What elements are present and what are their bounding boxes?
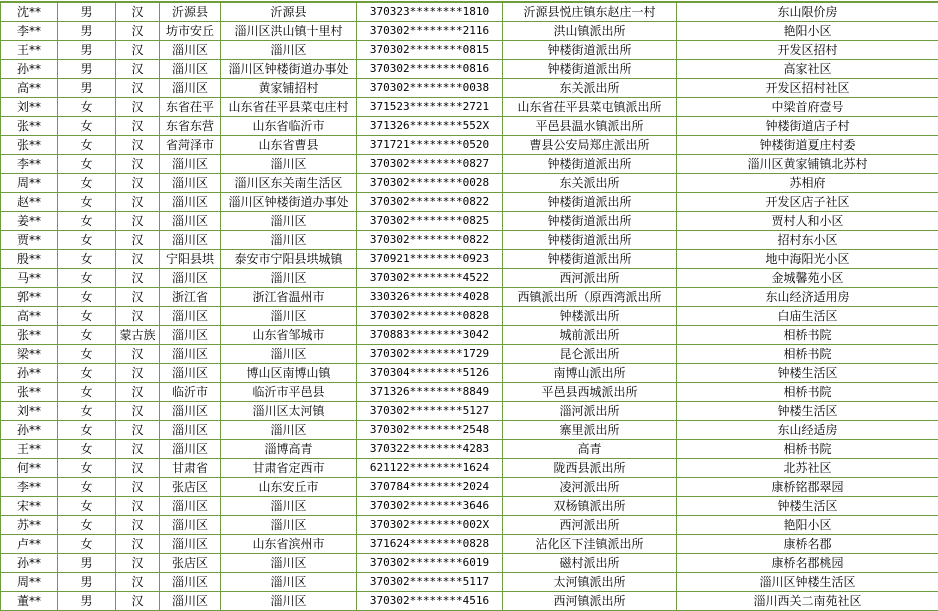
id-number-cell[interactable]: 370302********3646	[357, 497, 503, 516]
ethnicity-cell[interactable]: 汉	[116, 136, 160, 155]
police-station-cell[interactable]: 洪山镇派出所	[503, 22, 677, 41]
gender-cell[interactable]: 女	[58, 440, 116, 459]
ethnicity-cell[interactable]: 汉	[116, 117, 160, 136]
region-cell[interactable]: 淄川区	[160, 573, 221, 592]
gender-cell[interactable]: 男	[58, 2, 116, 22]
table-row	[1, 174, 938, 193]
police-station-cell[interactable]: 钟楼街道派出所	[503, 250, 677, 269]
id-number-cell[interactable]: 370302********0815	[357, 41, 503, 60]
police-station-cell[interactable]: 城前派出所	[503, 326, 677, 345]
address-cell[interactable]: 山东安丘市	[221, 478, 357, 497]
name-cell[interactable]: 贾**	[1, 231, 58, 250]
region-cell[interactable]: 淄川区	[160, 155, 221, 174]
name-cell[interactable]: 李**	[1, 478, 58, 497]
id-number-cell[interactable]: 370921********0923	[357, 250, 503, 269]
gender-cell[interactable]: 女	[58, 307, 116, 326]
table-row	[1, 440, 938, 459]
table-row	[1, 60, 938, 79]
table-row	[1, 573, 938, 592]
id-number-cell[interactable]: 370302********1729	[357, 345, 503, 364]
id-number-cell[interactable]: 370302********0825	[357, 212, 503, 231]
name-cell[interactable]: 张**	[1, 117, 58, 136]
police-station-cell[interactable]: 钟楼街道派出所	[503, 60, 677, 79]
gender-cell[interactable]: 女	[58, 98, 116, 117]
ethnicity-cell[interactable]: 汉	[116, 155, 160, 174]
region-cell[interactable]: 淄川区	[160, 307, 221, 326]
community-cell[interactable]: 金城馨苑小区	[677, 269, 938, 288]
region-cell[interactable]: 甘肃省	[160, 459, 221, 478]
region-cell[interactable]: 宁阳县垬	[160, 250, 221, 269]
region-cell[interactable]: 淄川区	[160, 60, 221, 79]
id-number-cell[interactable]: 370304********5126	[357, 364, 503, 383]
region-cell[interactable]: 淄川区	[160, 516, 221, 535]
name-cell[interactable]: 何**	[1, 459, 58, 478]
id-number-cell[interactable]: 370302********2548	[357, 421, 503, 440]
police-station-cell[interactable]: 陇西县派出所	[503, 459, 677, 478]
region-cell[interactable]: 淄川区	[160, 364, 221, 383]
police-station-cell[interactable]: 东关派出所	[503, 174, 677, 193]
table-row	[1, 250, 938, 269]
name-cell[interactable]: 殷**	[1, 250, 58, 269]
community-cell[interactable]: 相桥书院	[677, 440, 938, 459]
name-cell[interactable]: 宋**	[1, 497, 58, 516]
gender-cell[interactable]: 女	[58, 288, 116, 307]
address-cell[interactable]: 山东省临沂市	[221, 117, 357, 136]
gender-cell[interactable]: 女	[58, 136, 116, 155]
table-row	[1, 269, 938, 288]
region-cell[interactable]: 淄川区	[160, 592, 221, 611]
id-number-cell[interactable]: 370302********0822	[357, 231, 503, 250]
table-row	[1, 155, 938, 174]
region-cell[interactable]: 淄川区	[160, 212, 221, 231]
community-cell[interactable]: 钟楼街道店子村	[677, 117, 938, 136]
table-row	[1, 117, 938, 136]
region-cell[interactable]: 浙江省	[160, 288, 221, 307]
id-number-cell[interactable]: 370322********4283	[357, 440, 503, 459]
table-row	[1, 79, 938, 98]
community-cell[interactable]: 地中海阳光小区	[677, 250, 938, 269]
community-cell[interactable]: 东山限价房	[677, 2, 938, 22]
police-station-cell[interactable]: 南博山派出所	[503, 364, 677, 383]
police-station-cell[interactable]: 沂源县悦庄镇东赵庄一村	[503, 2, 677, 22]
police-station-cell[interactable]: 沾化区下洼镇派出所	[503, 535, 677, 554]
table-row	[1, 193, 938, 212]
gender-cell[interactable]: 女	[58, 383, 116, 402]
id-number-cell[interactable]: 371326********8849	[357, 383, 503, 402]
table-row	[1, 421, 938, 440]
community-cell[interactable]: 白庙生活区	[677, 307, 938, 326]
police-station-cell[interactable]: 淄河派出所	[503, 402, 677, 421]
name-cell[interactable]: 沈**	[1, 2, 58, 22]
community-cell[interactable]: 开发区店子社区	[677, 193, 938, 212]
id-number-cell[interactable]: 370302********0028	[357, 174, 503, 193]
police-station-cell[interactable]: 钟楼街道派出所	[503, 41, 677, 60]
name-cell[interactable]: 高**	[1, 79, 58, 98]
gender-cell[interactable]: 女	[58, 326, 116, 345]
police-station-cell[interactable]: 昆仑派出所	[503, 345, 677, 364]
ethnicity-cell[interactable]: 汉	[116, 269, 160, 288]
police-station-cell[interactable]: 钟楼街道派出所	[503, 193, 677, 212]
id-number-cell[interactable]: 370302********4522	[357, 269, 503, 288]
police-station-cell[interactable]: 西河派出所	[503, 516, 677, 535]
community-cell[interactable]: 康桥铭郡翠园	[677, 478, 938, 497]
gender-cell[interactable]: 男	[58, 573, 116, 592]
id-number-cell[interactable]: 370302********5127	[357, 402, 503, 421]
name-cell[interactable]: 孙**	[1, 554, 58, 573]
ethnicity-cell[interactable]: 汉	[116, 60, 160, 79]
gender-cell[interactable]: 女	[58, 117, 116, 136]
community-cell[interactable]: 钟楼生活区	[677, 497, 938, 516]
id-number-cell[interactable]: 370302********0828	[357, 307, 503, 326]
region-cell[interactable]: 淄川区	[160, 535, 221, 554]
address-cell[interactable]: 泰安市宁阳县垬城镇	[221, 250, 357, 269]
gender-cell[interactable]: 男	[58, 79, 116, 98]
name-cell[interactable]: 王**	[1, 440, 58, 459]
address-cell[interactable]: 淄川区钟楼街道办事处	[221, 193, 357, 212]
region-cell[interactable]: 东省茌平	[160, 98, 221, 117]
region-cell[interactable]: 张店区	[160, 478, 221, 497]
gender-cell[interactable]: 女	[58, 250, 116, 269]
table-row	[1, 592, 938, 611]
community-cell[interactable]: 钟楼生活区	[677, 364, 938, 383]
police-station-cell[interactable]: 高青	[503, 440, 677, 459]
table-row	[1, 212, 938, 231]
name-cell[interactable]: 梁**	[1, 345, 58, 364]
id-number-cell[interactable]: 370784********2024	[357, 478, 503, 497]
police-station-cell[interactable]: 凌河派出所	[503, 478, 677, 497]
name-cell[interactable]: 张**	[1, 383, 58, 402]
community-cell[interactable]: 淄川区黄家铺镇北苏村	[677, 155, 938, 174]
name-cell[interactable]: 孙**	[1, 364, 58, 383]
ethnicity-cell[interactable]: 汉	[116, 497, 160, 516]
address-cell[interactable]: 甘肃省定西市	[221, 459, 357, 478]
ethnicity-cell[interactable]: 汉	[116, 402, 160, 421]
police-station-cell[interactable]: 双杨镇派出所	[503, 497, 677, 516]
table-row	[1, 98, 938, 117]
ethnicity-cell[interactable]: 汉	[116, 345, 160, 364]
community-cell[interactable]: 钟楼生活区	[677, 402, 938, 421]
spreadsheet	[0, 1, 938, 611]
ethnicity-cell[interactable]: 汉	[116, 364, 160, 383]
address-cell[interactable]: 淄博高青	[221, 440, 357, 459]
gender-cell[interactable]: 男	[58, 41, 116, 60]
address-cell[interactable]: 淄川区	[221, 231, 357, 250]
id-number-cell[interactable]: 370302********0827	[357, 155, 503, 174]
region-cell[interactable]: 淄川区	[160, 440, 221, 459]
ethnicity-cell[interactable]: 汉	[116, 516, 160, 535]
region-cell[interactable]: 淄川区	[160, 193, 221, 212]
id-number-cell[interactable]: 370302********0816	[357, 60, 503, 79]
gender-cell[interactable]: 女	[58, 231, 116, 250]
table-row	[1, 497, 938, 516]
table-row	[1, 478, 938, 497]
address-cell[interactable]: 淄川区	[221, 155, 357, 174]
ethnicity-cell[interactable]: 汉	[116, 193, 160, 212]
table-row	[1, 535, 938, 554]
ethnicity-cell[interactable]: 汉	[116, 98, 160, 117]
address-cell[interactable]: 山东省滨州市	[221, 535, 357, 554]
name-cell[interactable]: 刘**	[1, 402, 58, 421]
address-cell[interactable]: 淄川区	[221, 592, 357, 611]
community-cell[interactable]: 东山经济适用房	[677, 288, 938, 307]
id-number-cell[interactable]: 370302********002X	[357, 516, 503, 535]
address-cell[interactable]: 淄川区	[221, 516, 357, 535]
name-cell[interactable]: 李**	[1, 22, 58, 41]
name-cell[interactable]: 王**	[1, 41, 58, 60]
region-cell[interactable]: 淄川区	[160, 402, 221, 421]
gender-cell[interactable]: 女	[58, 364, 116, 383]
resident-table	[0, 1, 938, 611]
ethnicity-cell[interactable]: 汉	[116, 307, 160, 326]
address-cell[interactable]: 山东省邹城市	[221, 326, 357, 345]
gender-cell[interactable]: 男	[58, 22, 116, 41]
police-station-cell[interactable]: 寨里派出所	[503, 421, 677, 440]
id-number-cell[interactable]: 370302********4516	[357, 592, 503, 611]
region-cell[interactable]: 淄川区	[160, 345, 221, 364]
community-cell[interactable]: 中梁首府壹号	[677, 98, 938, 117]
community-cell[interactable]: 高家社区	[677, 60, 938, 79]
gender-cell[interactable]: 女	[58, 478, 116, 497]
table-row	[1, 2, 938, 22]
id-number-cell[interactable]: 370302********0822	[357, 193, 503, 212]
community-cell[interactable]: 相桥书院	[677, 345, 938, 364]
region-cell[interactable]: 淄川区	[160, 269, 221, 288]
police-station-cell[interactable]: 曹县公安局郑庄派出所	[503, 136, 677, 155]
name-cell[interactable]: 刘**	[1, 98, 58, 117]
ethnicity-cell[interactable]: 汉	[116, 288, 160, 307]
name-cell[interactable]: 孙**	[1, 60, 58, 79]
table-row	[1, 554, 938, 573]
ethnicity-cell[interactable]: 汉	[116, 22, 160, 41]
community-cell[interactable]: 相桥书院	[677, 383, 938, 402]
name-cell[interactable]: 张**	[1, 326, 58, 345]
name-cell[interactable]: 李**	[1, 155, 58, 174]
ethnicity-cell[interactable]: 汉	[116, 383, 160, 402]
address-cell[interactable]: 淄川区	[221, 573, 357, 592]
address-cell[interactable]: 山东省茌平县菜屯庄村	[221, 98, 357, 117]
gender-cell[interactable]: 女	[58, 535, 116, 554]
gender-cell[interactable]: 女	[58, 269, 116, 288]
gender-cell[interactable]: 女	[58, 174, 116, 193]
address-cell[interactable]: 黄家铺招村	[221, 79, 357, 98]
address-cell[interactable]: 山东省曹县	[221, 136, 357, 155]
id-number-cell[interactable]: 370883********3042	[357, 326, 503, 345]
address-cell[interactable]: 淄川区洪山镇十里村	[221, 22, 357, 41]
id-number-cell[interactable]: 371326********552X	[357, 117, 503, 136]
region-cell[interactable]: 淄川区	[160, 231, 221, 250]
address-cell[interactable]: 淄川区	[221, 269, 357, 288]
ethnicity-cell[interactable]: 汉	[116, 79, 160, 98]
region-cell[interactable]: 淄川区	[160, 421, 221, 440]
table-row	[1, 402, 938, 421]
community-cell[interactable]: 招村东小区	[677, 231, 938, 250]
address-cell[interactable]: 博山区南博山镇	[221, 364, 357, 383]
police-station-cell[interactable]: 西镇派出所（原西湾派出所	[503, 288, 677, 307]
community-cell[interactable]: 东山经适房	[677, 421, 938, 440]
region-cell[interactable]: 张店区	[160, 554, 221, 573]
id-number-cell[interactable]: 371624********0828	[357, 535, 503, 554]
community-cell[interactable]: 淄川西关二南苑社区	[677, 592, 938, 611]
gender-cell[interactable]: 女	[58, 345, 116, 364]
id-number-cell[interactable]: 330326********4028	[357, 288, 503, 307]
gender-cell[interactable]: 女	[58, 155, 116, 174]
community-cell[interactable]: 开发区招村	[677, 41, 938, 60]
id-number-cell[interactable]: 370302********2116	[357, 22, 503, 41]
address-cell[interactable]: 淄川区	[221, 307, 357, 326]
ethnicity-cell[interactable]: 汉	[116, 459, 160, 478]
police-station-cell[interactable]: 钟楼街道派出所	[503, 212, 677, 231]
community-cell[interactable]: 艳阳小区	[677, 22, 938, 41]
address-cell[interactable]: 淄川区太河镇	[221, 402, 357, 421]
address-cell[interactable]: 淄川区钟楼街道办事处	[221, 60, 357, 79]
gender-cell[interactable]: 女	[58, 193, 116, 212]
address-cell[interactable]: 临沂市平邑县	[221, 383, 357, 402]
region-cell[interactable]: 省菏泽市	[160, 136, 221, 155]
gender-cell[interactable]: 男	[58, 554, 116, 573]
region-cell[interactable]: 淄川区	[160, 79, 221, 98]
police-station-cell[interactable]: 东关派出所	[503, 79, 677, 98]
community-cell[interactable]: 艳阳小区	[677, 516, 938, 535]
table-row	[1, 459, 938, 478]
police-station-cell[interactable]: 平邑县西城派出所	[503, 383, 677, 402]
police-station-cell[interactable]: 太河镇派出所	[503, 573, 677, 592]
table-row	[1, 22, 938, 41]
table-row	[1, 364, 938, 383]
name-cell[interactable]: 周**	[1, 573, 58, 592]
name-cell[interactable]: 孙**	[1, 421, 58, 440]
table-row	[1, 326, 938, 345]
name-cell[interactable]: 苏**	[1, 516, 58, 535]
region-cell[interactable]: 淄川区	[160, 41, 221, 60]
table-row	[1, 136, 938, 155]
name-cell[interactable]: 周**	[1, 174, 58, 193]
gender-cell[interactable]: 女	[58, 459, 116, 478]
id-number-cell[interactable]: 371523********2721	[357, 98, 503, 117]
gender-cell[interactable]: 女	[58, 421, 116, 440]
community-cell[interactable]: 开发区招村社区	[677, 79, 938, 98]
name-cell[interactable]: 高**	[1, 307, 58, 326]
police-station-cell[interactable]: 钟楼街道派出所	[503, 231, 677, 250]
region-cell[interactable]: 沂源县	[160, 2, 221, 22]
table-row	[1, 345, 938, 364]
name-cell[interactable]: 赵**	[1, 193, 58, 212]
name-cell[interactable]: 卢**	[1, 535, 58, 554]
community-cell[interactable]: 康桥名郡	[677, 535, 938, 554]
ethnicity-cell[interactable]: 汉	[116, 41, 160, 60]
address-cell[interactable]: 淄川区	[221, 345, 357, 364]
community-cell[interactable]: 贾村人和小区	[677, 212, 938, 231]
police-station-cell[interactable]: 西河派出所	[503, 269, 677, 288]
address-cell[interactable]: 浙江省温州市	[221, 288, 357, 307]
ethnicity-cell[interactable]: 汉	[116, 535, 160, 554]
community-cell[interactable]: 钟楼街道夏庄村委	[677, 136, 938, 155]
ethnicity-cell[interactable]: 蒙古族	[116, 326, 160, 345]
ethnicity-cell[interactable]: 汉	[116, 174, 160, 193]
police-station-cell[interactable]: 西河镇派出所	[503, 592, 677, 611]
name-cell[interactable]: 董**	[1, 592, 58, 611]
police-station-cell[interactable]: 山东省茌平县菜屯镇派出所	[503, 98, 677, 117]
table-row	[1, 516, 938, 535]
region-cell[interactable]: 临沂市	[160, 383, 221, 402]
ethnicity-cell[interactable]: 汉	[116, 440, 160, 459]
region-cell[interactable]: 坊市安丘	[160, 22, 221, 41]
table-row	[1, 307, 938, 326]
region-cell[interactable]: 淄川区	[160, 326, 221, 345]
region-cell[interactable]: 淄川区	[160, 174, 221, 193]
ethnicity-cell[interactable]: 汉	[116, 421, 160, 440]
community-cell[interactable]: 淄川区钟楼生活区	[677, 573, 938, 592]
name-cell[interactable]: 姜**	[1, 212, 58, 231]
address-cell[interactable]: 淄川区	[221, 554, 357, 573]
name-cell[interactable]: 郭**	[1, 288, 58, 307]
community-cell[interactable]: 康桥名郡桃园	[677, 554, 938, 573]
ethnicity-cell[interactable]: 汉	[116, 478, 160, 497]
address-cell[interactable]: 淄川区	[221, 41, 357, 60]
address-cell[interactable]: 淄川区东关南生活区	[221, 174, 357, 193]
police-station-cell[interactable]: 钟楼街道派出所	[503, 155, 677, 174]
address-cell[interactable]: 沂源县	[221, 2, 357, 22]
address-cell[interactable]: 淄川区	[221, 212, 357, 231]
id-number-cell[interactable]: 370323********1810	[357, 2, 503, 22]
police-station-cell[interactable]: 钟楼派出所	[503, 307, 677, 326]
ethnicity-cell[interactable]: 汉	[116, 2, 160, 22]
region-cell[interactable]: 淄川区	[160, 497, 221, 516]
id-number-cell[interactable]: 370302********5117	[357, 573, 503, 592]
table-body	[1, 2, 938, 611]
gender-cell[interactable]: 女	[58, 212, 116, 231]
table-row	[1, 383, 938, 402]
ethnicity-cell[interactable]: 汉	[116, 554, 160, 573]
table-row	[1, 41, 938, 60]
name-cell[interactable]: 张**	[1, 136, 58, 155]
police-station-cell[interactable]: 磁村派出所	[503, 554, 677, 573]
ethnicity-cell[interactable]: 汉	[116, 592, 160, 611]
name-cell[interactable]: 马**	[1, 269, 58, 288]
table-row	[1, 231, 938, 250]
gender-cell[interactable]: 女	[58, 516, 116, 535]
gender-cell[interactable]: 女	[58, 497, 116, 516]
ethnicity-cell[interactable]: 汉	[116, 231, 160, 250]
gender-cell[interactable]: 男	[58, 60, 116, 79]
police-station-cell[interactable]: 平邑县温水镇派出所	[503, 117, 677, 136]
id-number-cell[interactable]: 621122********1624	[357, 459, 503, 478]
ethnicity-cell[interactable]: 汉	[116, 212, 160, 231]
community-cell[interactable]: 相桥书院	[677, 326, 938, 345]
region-cell[interactable]: 东省东营	[160, 117, 221, 136]
id-number-cell[interactable]: 370302********6019	[357, 554, 503, 573]
id-number-cell[interactable]: 370302********0038	[357, 79, 503, 98]
table-row	[1, 288, 938, 307]
gender-cell[interactable]: 男	[58, 592, 116, 611]
community-cell[interactable]: 北苏社区	[677, 459, 938, 478]
community-cell[interactable]: 苏相府	[677, 174, 938, 193]
address-cell[interactable]: 淄川区	[221, 497, 357, 516]
gender-cell[interactable]: 女	[58, 402, 116, 421]
id-number-cell[interactable]: 371721********0520	[357, 136, 503, 155]
ethnicity-cell[interactable]: 汉	[116, 250, 160, 269]
ethnicity-cell[interactable]: 汉	[116, 573, 160, 592]
address-cell[interactable]: 淄川区	[221, 421, 357, 440]
